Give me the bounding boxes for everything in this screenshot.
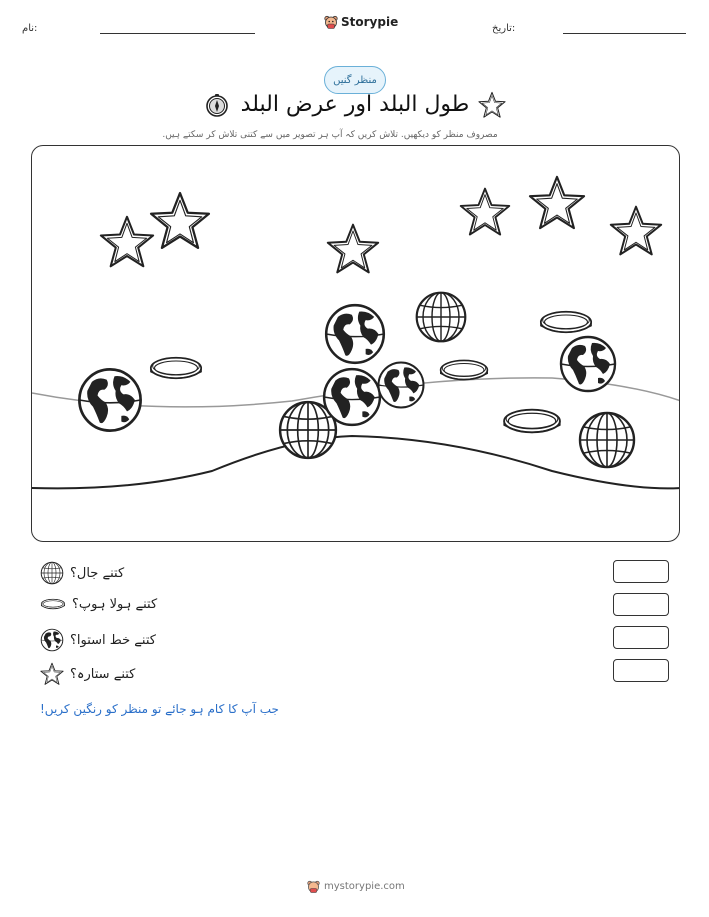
count-scene-badge: منظر گنیں — [324, 66, 386, 94]
question-text: کتنے خط استوا؟ — [70, 632, 156, 648]
earth-globe-icon — [321, 366, 383, 428]
answer-box-stars[interactable] — [613, 659, 669, 682]
question-stars — [40, 662, 135, 686]
footer-brand — [307, 880, 405, 893]
earth-globe-icon — [376, 360, 426, 410]
answer-box-grid-globes[interactable] — [613, 560, 669, 583]
answer-box-hula-hoops[interactable] — [613, 593, 669, 616]
question-hula-hoops — [40, 596, 157, 612]
hula-hoop-icon — [438, 356, 490, 384]
answer-box-earth-globes[interactable] — [613, 626, 669, 649]
instructions: مصروف منظر کو دیکھیں. تلاش کریں کہ آپ ہر تصویر میں سے کتنی تلاش کر سکتے ہیں. — [162, 130, 498, 140]
star-icon — [609, 204, 663, 258]
star-icon — [40, 662, 64, 686]
name-line[interactable] — [100, 33, 255, 34]
star-icon — [149, 190, 211, 252]
storypie-bear-icon — [324, 15, 338, 29]
question-text: کتنے جال؟ — [70, 565, 125, 581]
compass-icon — [205, 93, 229, 117]
star-icon — [99, 214, 155, 270]
hula-hoop-icon — [501, 404, 563, 438]
footer-url: mystorypie.com — [324, 881, 405, 892]
page-title: طول البلد اور عرض البلد — [240, 92, 470, 117]
brand-logo — [324, 15, 398, 29]
grid-globe-icon — [577, 410, 637, 470]
date-line[interactable] — [563, 33, 686, 34]
star-icon — [528, 174, 586, 232]
search-scene — [31, 145, 680, 542]
date-label: تاریخ: — [492, 23, 516, 34]
name-label: نام: — [22, 23, 38, 34]
question-text: کتنے ہولا ہوپ؟ — [72, 596, 158, 612]
question-earth-globes — [40, 628, 156, 652]
grid-globe-icon — [414, 290, 468, 344]
storypie-bear-icon — [307, 880, 320, 893]
color-instruction: جب آپ کا کام ہو جائے تو منظر کو رنگین کریں! — [40, 702, 279, 716]
star-icon — [326, 222, 380, 276]
earth-globe-icon — [323, 302, 387, 366]
earth-globe-icon — [558, 334, 618, 394]
earth-globe-icon — [76, 366, 144, 434]
question-text: کتنے ستارہ؟ — [70, 666, 136, 682]
hula-hoop-icon — [40, 596, 66, 612]
brand-name: Storypie — [341, 15, 399, 29]
hula-hoop-icon — [148, 354, 204, 382]
star-icon — [459, 186, 511, 238]
earth-globe-icon — [40, 628, 64, 652]
grid-globe-icon — [40, 561, 64, 585]
question-grid-globes — [40, 561, 124, 585]
